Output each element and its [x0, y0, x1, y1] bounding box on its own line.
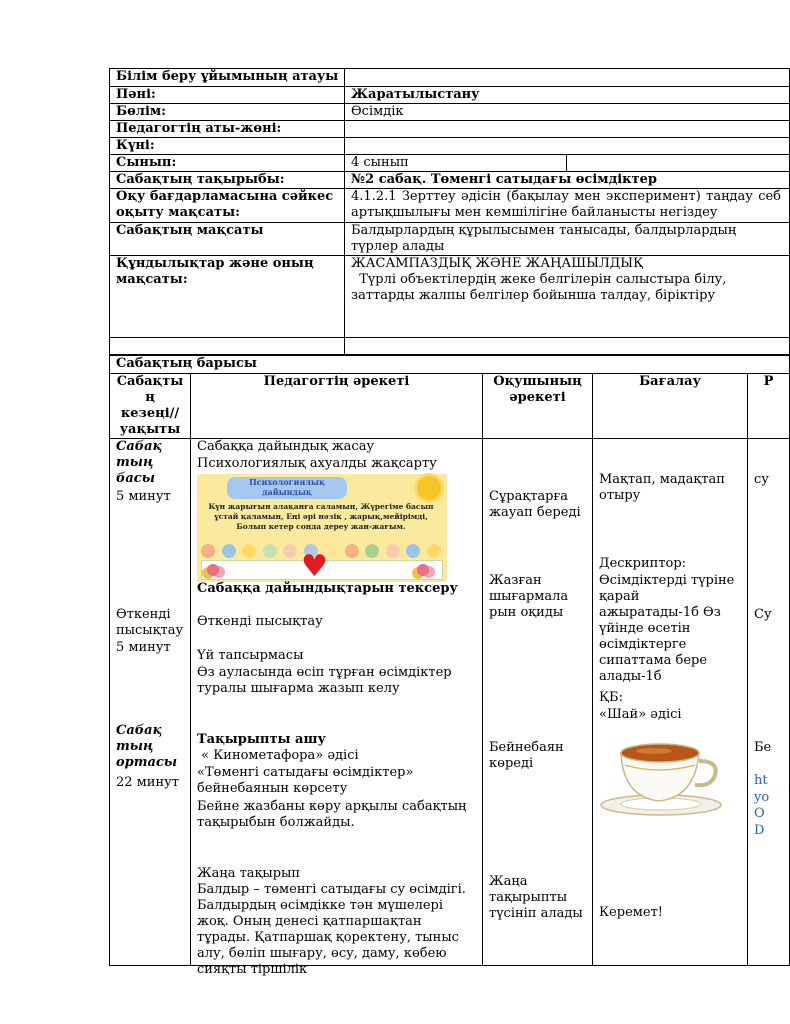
blank-cell	[345, 338, 790, 355]
stage-cell	[110, 439, 191, 966]
lesson-title-row	[110, 356, 790, 374]
video-predict: Бейне жазбаны көру арқылы сабақтың тақырыбын болжайды.	[197, 799, 467, 830]
info-label: Сабақтың мақсаты	[110, 223, 345, 256]
tea-cup-image	[599, 735, 743, 822]
resource-link-1[interactable]: ht	[754, 773, 768, 788]
info-label: Құндылықтар және оның мақсаты:	[110, 256, 345, 338]
header-teacher: Педагогтің әрекеті	[191, 374, 483, 439]
info-value-empty	[567, 155, 790, 172]
psy-banner-wrap	[197, 472, 478, 582]
teacher-prep: Сабаққа дайындық жасау	[197, 439, 375, 454]
psychology-banner-image	[197, 474, 447, 582]
tea-method: «Шай» әдісі	[599, 707, 682, 722]
info-row-subject	[110, 87, 790, 104]
video-text: «Төменгі сатыдағы өсімдіктер» бейнебаянын көрсету	[197, 765, 414, 796]
info-label: Педагогтің аты-жөні:	[110, 121, 345, 138]
stage-review: Өткенді пысықтау	[116, 607, 184, 638]
info-value: Өсімдік	[345, 104, 790, 121]
student-answer: Сұрақтарға жауап береді	[489, 489, 581, 520]
info-value	[345, 189, 790, 223]
resource-link-2[interactable]: yo	[754, 790, 770, 805]
resources-cell	[748, 439, 790, 966]
info-row-date	[110, 138, 790, 155]
banner-poem: Күн жарығын алақанға саламын, Жүрегіме басып ұстай қаламын, Еңі әрі нәзік , жарық,мейірімді, Болып кетер сонда дереу жан-жағым.	[208, 502, 434, 531]
resource-1: су	[754, 472, 769, 487]
info-value: Жаратылыстану	[345, 87, 790, 104]
blank-cell	[110, 338, 345, 355]
topic-open: Тақырыпты ашу	[197, 732, 326, 747]
descriptor-title: Дескриптор:	[599, 556, 687, 571]
header-student: Оқушының әрекеті	[483, 374, 593, 439]
method-title: « Кинометафора» әдісі	[197, 748, 359, 763]
student-read: Жазған шығармала рын оқиды	[489, 573, 569, 620]
great-text: Керемет!	[599, 905, 663, 920]
stage-review-time: 5 минут	[116, 640, 171, 655]
praise-text: Мақтап, мадақтап отыру	[599, 472, 725, 503]
info-value	[345, 256, 790, 338]
stage-begin-time: 5 минут	[116, 489, 171, 504]
teacher-review: Өткенді пысықтау	[197, 614, 323, 629]
info-value	[345, 69, 790, 87]
info-label: Оқу бағдарламасына сәйкес оқыту мақсаты:	[110, 189, 345, 223]
values-title: ЖАСАМПАЗДЫҚ ЖӘНЕ ЖАҢАШЫЛДЫҚ	[351, 256, 644, 271]
banner-title: Психологиялық дайындық	[227, 477, 347, 499]
info-value: 4 сынып	[345, 155, 567, 172]
objective-text: 4.1.2.1 Зерттеу әдісін (бақылау мен эксперимент) таңдау себ артықшылығы мен кемшілігіне байланысты негіздеу	[351, 189, 781, 220]
info-table	[109, 68, 790, 355]
new-topic-title: Жаңа тақырып	[197, 866, 301, 881]
teacher-check: Сабаққа дайындықтарын тексеру	[197, 581, 458, 596]
resource-3: Бе	[754, 740, 772, 755]
student-understand: Жаңа тақырыпты түсініп алады	[489, 874, 583, 921]
info-row-blank	[110, 338, 790, 355]
info-row-topic	[110, 172, 790, 189]
stage-begin: Сабақ тың басы	[116, 439, 162, 486]
info-label: Күні:	[110, 138, 345, 155]
student-watch: Бейнебаян көреді	[489, 740, 564, 771]
student-cell	[483, 439, 593, 966]
header-assessment: Бағалау	[593, 374, 748, 439]
teacher-psy: Психологиялық ахуалды жақсарту	[197, 456, 437, 471]
info-value: №2 сабақ. Төменгі сатыдағы өсімдіктер	[345, 172, 790, 189]
info-value	[345, 138, 790, 155]
teacher-cell	[191, 439, 483, 977]
info-row-class	[110, 155, 790, 172]
flower-icon	[207, 564, 219, 576]
resource-link-3[interactable]: O	[754, 806, 765, 821]
info-label: Бөлім:	[110, 104, 345, 121]
lesson-table	[109, 355, 790, 977]
lesson-goal-text: Балдырлардың құрылысымен танысады, балдырлардың түрлер алады	[351, 223, 737, 254]
resource-link-4[interactable]: D	[754, 823, 765, 838]
sun-icon	[417, 476, 441, 500]
lesson-header-row	[110, 374, 790, 439]
new-topic-text: Балдыр – төменгі сатыдағы су өсімдігі. Балдырдың өсімдікке тән мүшелері жоқ. Оның денесі қатпаршақтан тұрады. Қатпаршақ қоректену, тыныс алу, бөліп шығару, өсу, даму, көбею сияқты тіршілік	[197, 882, 466, 977]
info-row-organization	[110, 69, 790, 87]
info-label: Білім беру ұйымының атауы	[110, 69, 345, 87]
kb-label: ҚБ:	[599, 690, 623, 705]
header-stage: Сабақты ң кезеңі// уақыты	[110, 374, 191, 439]
stage-middle-time: 22 минут	[116, 775, 179, 790]
homework-text: Өз ауласында өсіп тұрған өсімдіктер туралы шығарма жазып келу	[197, 665, 452, 696]
stage-middle: Сабақ тың ортасы	[116, 723, 178, 770]
info-row-objective	[110, 189, 790, 223]
info-row-section	[110, 104, 790, 121]
homework-title: Үй тапсырмасы	[197, 648, 304, 663]
info-row-lesson-goal	[110, 223, 790, 256]
info-value	[345, 223, 790, 256]
info-label: Сынып:	[110, 155, 345, 172]
resource-2: Су	[754, 607, 772, 622]
info-row-values	[110, 256, 790, 338]
info-value	[345, 121, 790, 138]
info-label: Сабақтың тақырыбы:	[110, 172, 345, 189]
flower-icon	[417, 564, 429, 576]
lesson-body-row	[110, 439, 790, 966]
values-text: Түрлі объектілердің жеке белгілерін салыстыра білу, заттарды жалпы белгілер бойынша талдау, біріктіру	[351, 272, 731, 303]
lesson-title: Сабақтың барысы	[110, 356, 790, 374]
heart-icon: ♥	[301, 549, 328, 584]
info-label: Пәні:	[110, 87, 345, 104]
descriptor-text: Өсімдіктерді түріне қарай ажыратады-1б Өз үйінде өсетін өсімдіктерге сипаттама бере алады-1б	[599, 573, 735, 684]
assessment-cell	[593, 439, 748, 966]
info-row-teacher	[110, 121, 790, 138]
header-resources: Р	[748, 374, 790, 439]
